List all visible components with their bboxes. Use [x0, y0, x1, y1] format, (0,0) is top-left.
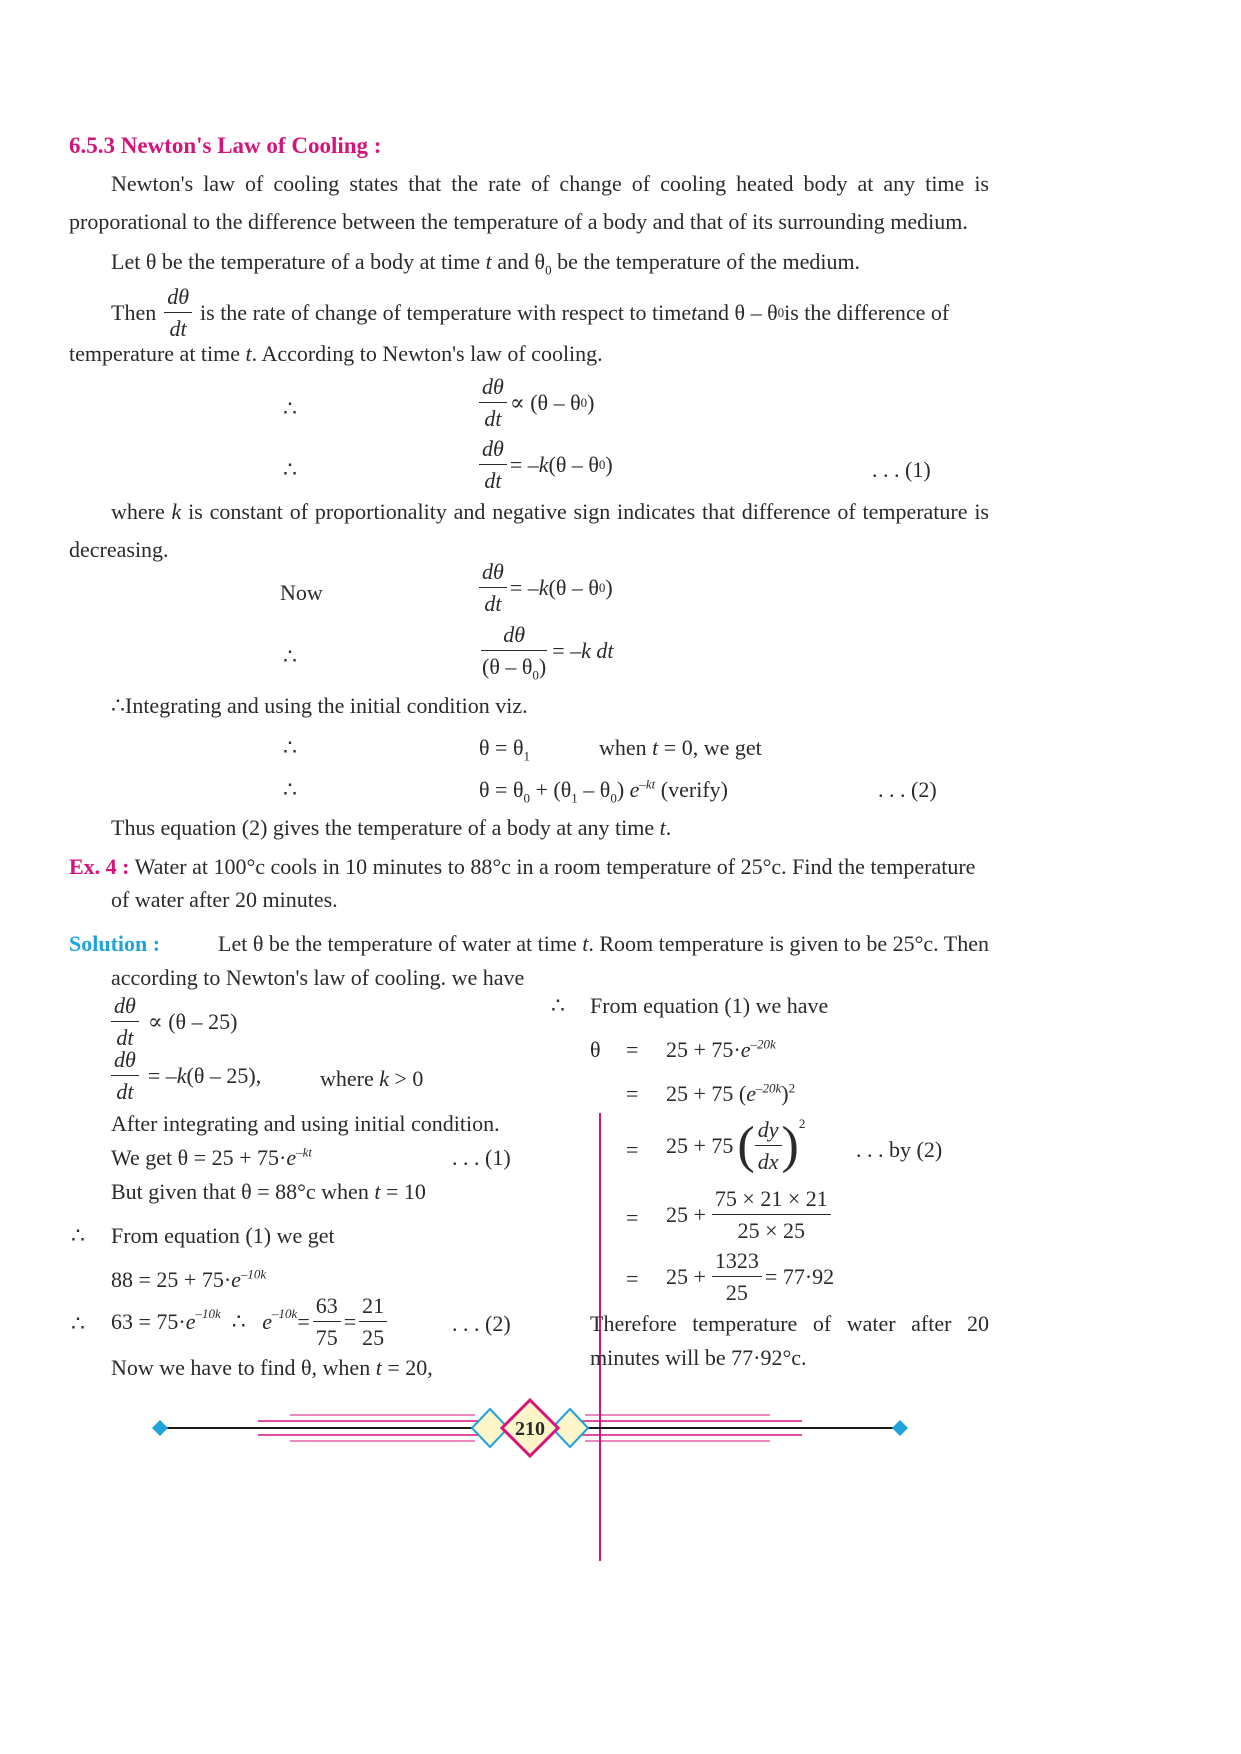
by-2-label: . . . by (2)	[856, 1137, 943, 1162]
right-step-4: 25 + $\frac{75 \times 21 \times 21}{25 \times 25}$	[666, 1186, 834, 1244]
initial-condition: $\theta = \theta_1$	[479, 735, 530, 764]
initial-condition-when: when t = 0, we get	[599, 735, 762, 760]
solution-line1: Solution : Let θ be the temperature of water at time t. Room temperature is given to be 25°c. Then	[69, 931, 989, 956]
solution-line2: according to Newton's law of cooling. we have	[111, 965, 525, 990]
equals-sign: =	[626, 1037, 639, 1062]
left-proportional: $\frac{d\theta}{dt}$ ∝ (θ – 25)	[108, 993, 237, 1051]
therefore-symbol: ∴	[283, 396, 297, 421]
intro-then-line: Then $\frac{d\theta}{dt}$ is the rate of change of temperature with respect to time t and θ – θ 0 is the difference of	[111, 284, 950, 342]
intro-paragraph: Newton's law of cooling states that the rate of change of cooling heated body at any time is proporational to the difference between the temperature of a body and that of its surrounding medium.	[69, 171, 989, 234]
intro-then-line2: temperature at time t. According to Newton's law of cooling.	[69, 341, 603, 366]
right-step-3: 25 + 75 ( $\frac{dy}{dx}$ ) $^2$	[666, 1115, 806, 1175]
therefore-symbol: ∴	[551, 993, 565, 1018]
example-label: Ex. 4 :	[69, 854, 130, 879]
therefore-symbol: ∴	[283, 644, 297, 669]
eq-63: 63 = 75· e $^{-10k}$ ∴ e $^{-10k}$ = $\frac{63}{75}$ = $\frac{21}{25}$	[111, 1293, 390, 1351]
therefore-symbol: ∴	[71, 1311, 85, 1336]
integrating-line: ∴Integrating and using the initial condition viz.	[111, 693, 528, 718]
therefore-symbol: ∴	[283, 457, 297, 482]
therefore-symbol: ∴	[71, 1223, 85, 1248]
proportional-equation: $\frac{d\theta}{dt}$ ∝ (θ – θ 0 )	[476, 374, 594, 432]
theta-symbol: θ	[590, 1037, 601, 1062]
now-find-line: Now we have to find θ, when t = 20,	[111, 1355, 433, 1380]
separated-equation: $\frac{d\theta}{(\theta - \theta_0)}$ = – k dt	[482, 622, 614, 683]
section-heading: 6.5.3 Newton's Law of Cooling :	[69, 133, 382, 158]
solution-label: Solution :	[69, 931, 161, 956]
footer-right-diamond	[892, 1420, 908, 1436]
conclusion-line1: Therefore temperature of water after 20	[590, 1311, 989, 1336]
therefore-symbol: ∴	[283, 777, 297, 802]
equation-1-label: . . . (1)	[872, 457, 931, 482]
footer-left-diamond	[152, 1420, 168, 1436]
example-line2: of water after 20 minutes.	[111, 887, 338, 912]
intro-let-line: Let θ be the temperature of a body at time t and $\theta_0$ be the temperature of the medium.	[111, 249, 861, 278]
dtheta-dt-fraction: $\frac{d\theta}{dt}$	[164, 284, 192, 342]
therefore-symbol: ∴	[283, 735, 297, 760]
equals-sign: =	[626, 1137, 639, 1162]
right-step-2: 25 + 75 $(e^{-20k})^2$	[666, 1080, 796, 1106]
equation-2: $\theta = \theta_0 + (\theta_1 - \theta_0)$ $e^{-kt}$ (verify)	[479, 776, 728, 806]
given-line: But given that θ = 88°c when t = 10	[111, 1179, 426, 1204]
from-equation-1-left: From equation (1) we get	[111, 1223, 335, 1248]
example-line1: Ex. 4 : Water at 100°c cools in 10 minutes to 88°c in a room temperature of 25°c. Find the temperature	[69, 854, 976, 879]
equals-sign: =	[626, 1266, 639, 1291]
left-label-2: . . . (2)	[452, 1311, 511, 1336]
thus-line: Thus equation (2) gives the temperature of a body at any time t.	[111, 815, 672, 840]
right-step-1: $25 + 75\cdot e^{-20k}$	[666, 1036, 776, 1062]
now-equation: $\frac{d\theta}{dt}$ = – k (θ – θ 0 )	[476, 559, 613, 617]
left-where: where k > 0	[320, 1066, 424, 1091]
eq-88: $88 = 25 + 75\cdot e^{-10k}$	[111, 1266, 267, 1292]
left-equation: $\frac{d\theta}{dt}$ = – k (θ – 25),	[108, 1047, 261, 1105]
equation-1: $\frac{d\theta}{dt}$ = – k (θ – θ 0 )	[476, 436, 613, 494]
page-number: 210	[515, 1418, 545, 1440]
where-k-paragraph: where k is constant of proportionality and negative sign indicates that difference of temperature is decreasing.	[69, 499, 989, 562]
column-divider	[599, 1113, 601, 1561]
from-equation-1-right: From equation (1) we have	[590, 993, 829, 1018]
conclusion-line2: minutes will be 77·92°c.	[590, 1345, 807, 1370]
equals-sign: =	[626, 1081, 639, 1106]
now-label: Now	[280, 580, 323, 605]
after-integrating: After integrating and using initial condition.	[111, 1111, 500, 1136]
left-label-1: . . . (1)	[452, 1145, 511, 1170]
we-get-line: We get $\theta = 25 + 75\cdot e^{-kt}$	[111, 1144, 312, 1170]
equation-2-label: . . . (2)	[878, 777, 937, 802]
equals-sign: =	[626, 1205, 639, 1230]
right-step-5: 25 + $\frac{1323}{25}$ = 77·92	[666, 1248, 835, 1306]
